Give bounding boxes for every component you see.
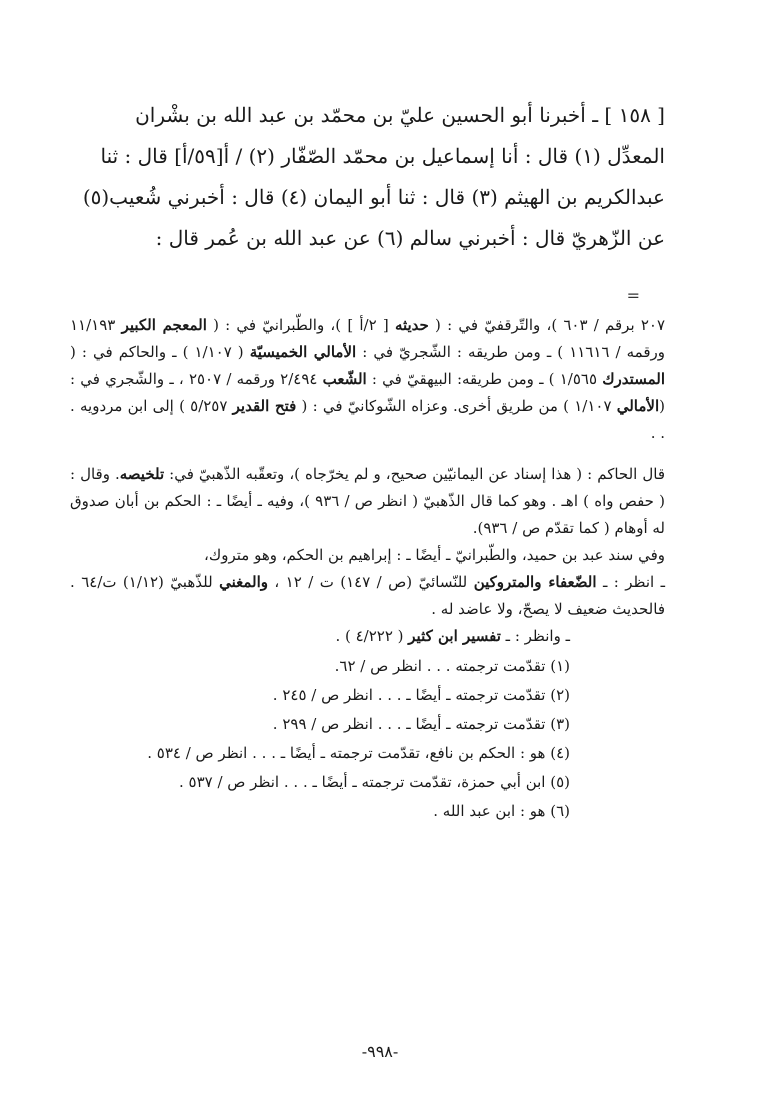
footnote-refer (70, 569, 665, 623)
text: ( ٤/٢٢٢ ) . (335, 627, 409, 645)
book-title: الأمالي (616, 397, 660, 415)
text: [ ٢/أ ] )، والطّبرانيّ في : ( (206, 316, 395, 334)
book-title: حديثه (394, 316, 429, 334)
book-title: تلخيصه (119, 465, 165, 483)
book-title: المستدرك (602, 370, 665, 388)
text: ( ١/١٠٧ ) ـ والحاكم في : ( (70, 343, 250, 361)
main-line-4: عن الزّهريّ قال : أخبرني سالم (٦) عن عبد الله بن عُمر قال : (155, 226, 665, 250)
book-title: الأمالي الخميسيّة (249, 343, 357, 361)
main-line-2: المعدِّل (١) قال : أنا إسماعيل بن محمّد الصّفّار (٢) / أ[٥٩/أ] قال : ثنا (100, 144, 665, 168)
book-title: تفسير ابن كثير (408, 627, 501, 645)
narrator-note: (٥) ابن أبي حمزة، تقدّمت ترجمته ـ أيضًا ـ . . . انظر ص / ٥٣٧ . (178, 773, 570, 791)
book-title: الضّعفاء والمتروكين (473, 573, 597, 591)
text: ١/١٠٧ ) من طريق أخرى. وعزاه الشّوكانيّ في : ( (296, 397, 617, 415)
text: ٢٠٧ برقم / ٦٠٣ )، والتّرقفيّ في : ( (428, 316, 665, 334)
footnote-separator: = (626, 286, 640, 305)
hadith-text (70, 95, 665, 259)
narrator-note: (٢) تقدّمت ترجمته ـ أيضًا ـ . . . انظر ص / ٢٤٥ . (272, 686, 570, 704)
footnote-sources (70, 312, 665, 447)
footnote-see-also (70, 623, 665, 650)
text: ـ وانظر : ـ (500, 627, 570, 645)
text: ٥/٢٥٧ ) إلى ابن مردويه . . . (70, 397, 665, 442)
main-line-1: [ ١٥٨ ] ـ أخبرنا أبو الحسين عليّ بن محمّد بن عبد الله بن بشْران (135, 103, 665, 127)
text: ٢/٤٩٤ ورقمه / ٢٥٠٧ ، ـ والشّجري في : ( (70, 370, 665, 415)
main-line-3: عبدالكريم بن الهيثم (٣) قال : ثنا أبو اليمان (٤) قال : أخبرني شُعيب(٥) (82, 185, 665, 209)
narrator-note: (٤) هو : الحكم بن نافع، تقدّمت ترجمته ـ أيضًا ـ . . . انظر ص / ٥٣٤ . (147, 744, 570, 762)
text: . وقال : ( حفص واه ) اهـ . وهو كما قال الذّهبيّ ( انظر ص / ٩٣٦ )، وفيه ـ أيضًا ـ : الحكم بن أبان صدوق له أوهام ( كما تقدّم ص / ٩٣٦). (70, 465, 665, 537)
footnotes (70, 312, 665, 826)
text: قال الحاكم : ( هذا إسناد عن اليمانيّين صحيح، و لم يخرّجاه )، وتعقّبه الذّهبيّ في: (164, 465, 665, 483)
text: ١/٥٦٥ ) ـ ومن طريقه: البيهقيّ في : (366, 370, 603, 388)
page-number: -٩٩٨- (361, 1042, 399, 1061)
text: للنّسائيّ (ص / ١٤٧) ت / ١٢ ، (267, 573, 474, 591)
text: ـ انظر : ـ (596, 573, 665, 591)
narrator-note: (٣) تقدّمت ترجمته ـ أيضًا ـ . . . انظر ص / ٢٩٩ . (272, 715, 570, 733)
footnote-hakim (70, 461, 665, 542)
narrator-note: (١) تقدّمت ترجمته . . . انظر ص / ٦٢. (334, 657, 570, 675)
book-title: فتح القدير (232, 397, 297, 415)
text: للذّهبيّ (١/١٢) ت/٦٤ . فالحديث ضعيف لا يصحّ، ولا عاضد له . (70, 573, 665, 618)
narrator-notes (70, 652, 665, 826)
book-title: الشّعب (322, 370, 367, 388)
book-title: والمغني (219, 573, 268, 591)
book-title: المعجم الكبير (121, 316, 207, 334)
narrator-note: (٦) هو : ابن عبد الله . (433, 802, 570, 820)
text: ١١/١٩٣ ورقمه / ١١٦١٦ ) ـ ومن طريقه : الشّجريّ في : (70, 316, 666, 361)
footnote-sanad: وفي سند عبد بن حميد، والطّبرانيّ ـ أيضًا ـ : إبراهيم بن الحكم، وهو متروك، (204, 546, 665, 564)
